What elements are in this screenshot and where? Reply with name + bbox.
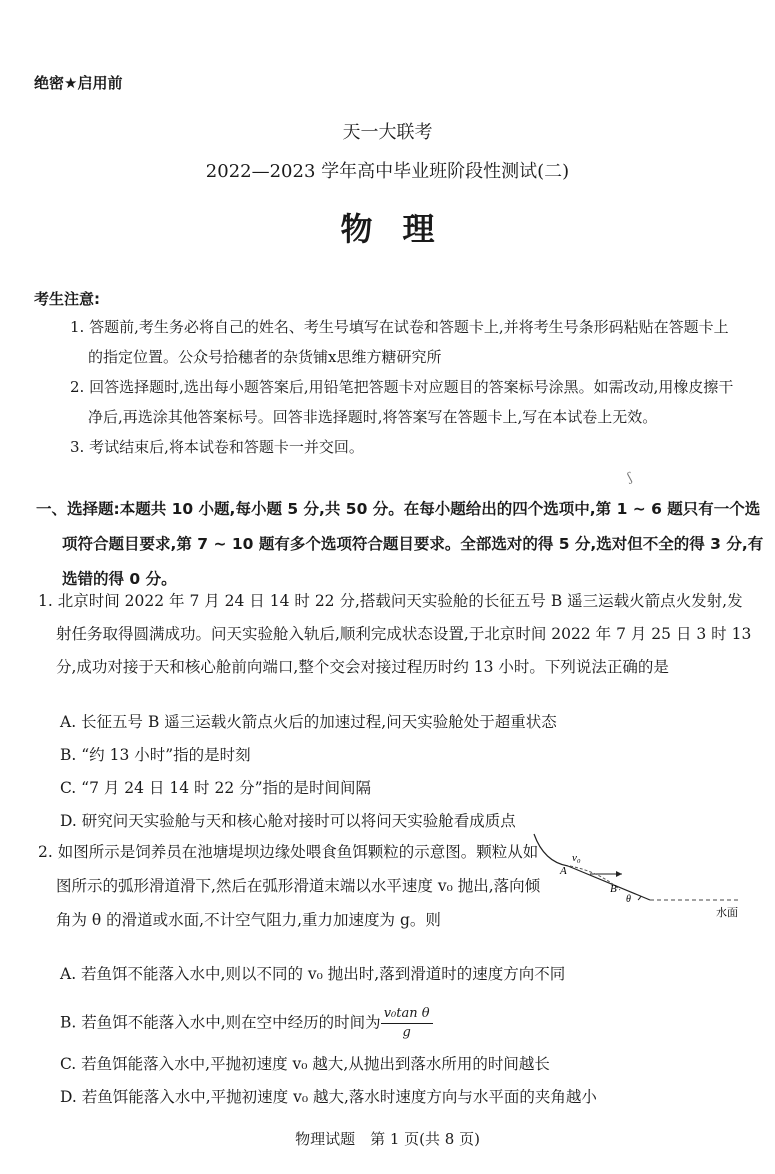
water-label: 水面: [716, 906, 738, 919]
q2-option-b: [60, 1005, 433, 1042]
stray-mark: ʃ: [625, 469, 634, 485]
point-a-label: A: [560, 865, 567, 877]
fraction-numerator: v₀tan θ: [381, 1005, 433, 1024]
exam-title: 2022—2023 学年高中毕业班阶段性测试(二): [205, 161, 570, 182]
q2-option-b-text: B. 若鱼饵不能落入水中,则在空中经历的时间为: [60, 1013, 381, 1032]
v0-label: v₀: [572, 852, 581, 864]
confidential-mark: 绝密★启用前: [34, 74, 123, 92]
q1-option-a: A. 长征五号 B 遥三运载火箭点火后的加速过程,问天实验舱处于超重状态: [60, 713, 557, 731]
fraction-denominator: g: [402, 1025, 411, 1040]
q2-option-a: A. 若鱼饵不能落入水中,则以不同的 v₀ 抛出时,落到滑道时的速度方向不同: [60, 965, 566, 983]
question-1-stem: 1. 北京时间 2022 年 7 月 24 日 14 时 22 分,搭载问天实验舱的长征五号 B 遥三运载火箭点火发射,发射任务取得圆满成功。问天实验舱入轨后,顺利完成状态设置,于北京时间 2022 年 7 月 25 日 3 时 13 分,成功对接于天和核心舱前向端口,整个交会对接过程历时约 13 小时。下列说法正确的是: [38, 592, 752, 676]
section-instructions: 一、选择题:本题共 10 小题,每小题 5 分,共 50 分。在每小题给出的四个选项中,第 1 ~ 6 题只有一个选项符合题目要求,第 7 ~ 10 题有多个选项符合题目要求。全部选对的得 5 分,选对但不全的得 3 分,有选错的得 0 分。: [36, 500, 764, 588]
point-b-label: B: [610, 883, 617, 895]
q2-option-d: D. 若鱼饵能落入水中,平抛初速度 v₀ 越大,落水时速度方向与水平面的夹角越小: [60, 1088, 597, 1106]
arc-slide: [534, 834, 568, 866]
question-2-stem: 2. 如图所示是饲养员在池塘堤坝边缘处喂食鱼饵颗粒的示意图。颗粒从如图所示的弧形滑道滑下,然后在弧形滑道末端以水平速度 v₀ 抛出,落向倾角为 θ 的滑道或水面,不计空气阻力,重力加速度为 g。则: [38, 843, 541, 929]
slide-figure: [530, 828, 745, 928]
exam-organization: 天一大联考: [342, 122, 433, 143]
incline-slide: [568, 866, 650, 900]
velocity-arrowhead: [616, 871, 622, 877]
notice-item: 1. 答题前,考生务必将自己的姓名、考生号填写在试卷和答题卡上,并将考生号条形码粘贴在答题卡上的指定位置。公众号拾穗者的杂货铺x思维方糖研究所: [70, 318, 729, 366]
notice-heading: 考生注意:: [34, 290, 100, 308]
q2-option-c: C. 若鱼饵能落入水中,平抛初速度 v₀ 越大,从抛出到落水所用的时间越长: [60, 1055, 550, 1073]
q1-option-c: C. “7 月 24 日 14 时 22 分”指的是时间间隔: [60, 779, 372, 797]
fraction: [381, 1005, 433, 1042]
notice-item: 2. 回答选择题时,选出每小题答案后,用铅笔把答题卡对应题目的答案标号涂黑。如需改动,用橡皮擦干净后,再选涂其他答案标号。回答非选择题时,将答案写在答题卡上,写在本试卷上无效。: [70, 378, 734, 426]
theta-label: θ: [626, 894, 631, 905]
subject-title: 物理: [340, 210, 465, 248]
feeding-diagram: [530, 828, 745, 932]
q1-option-b: B. “约 13 小时”指的是时刻: [60, 746, 251, 764]
q1-option-d: D. 研究问天实验舱与天和核心舱对接时可以将问天实验舱看成质点: [60, 812, 516, 830]
angle-arc: [638, 896, 641, 900]
notice-item: 3. 考试结束后,将本试卷和答题卡一并交回。: [70, 438, 364, 456]
page-footer: 物理试题 第 1 页(共 8 页): [295, 1130, 480, 1148]
notice-list: [70, 312, 740, 462]
